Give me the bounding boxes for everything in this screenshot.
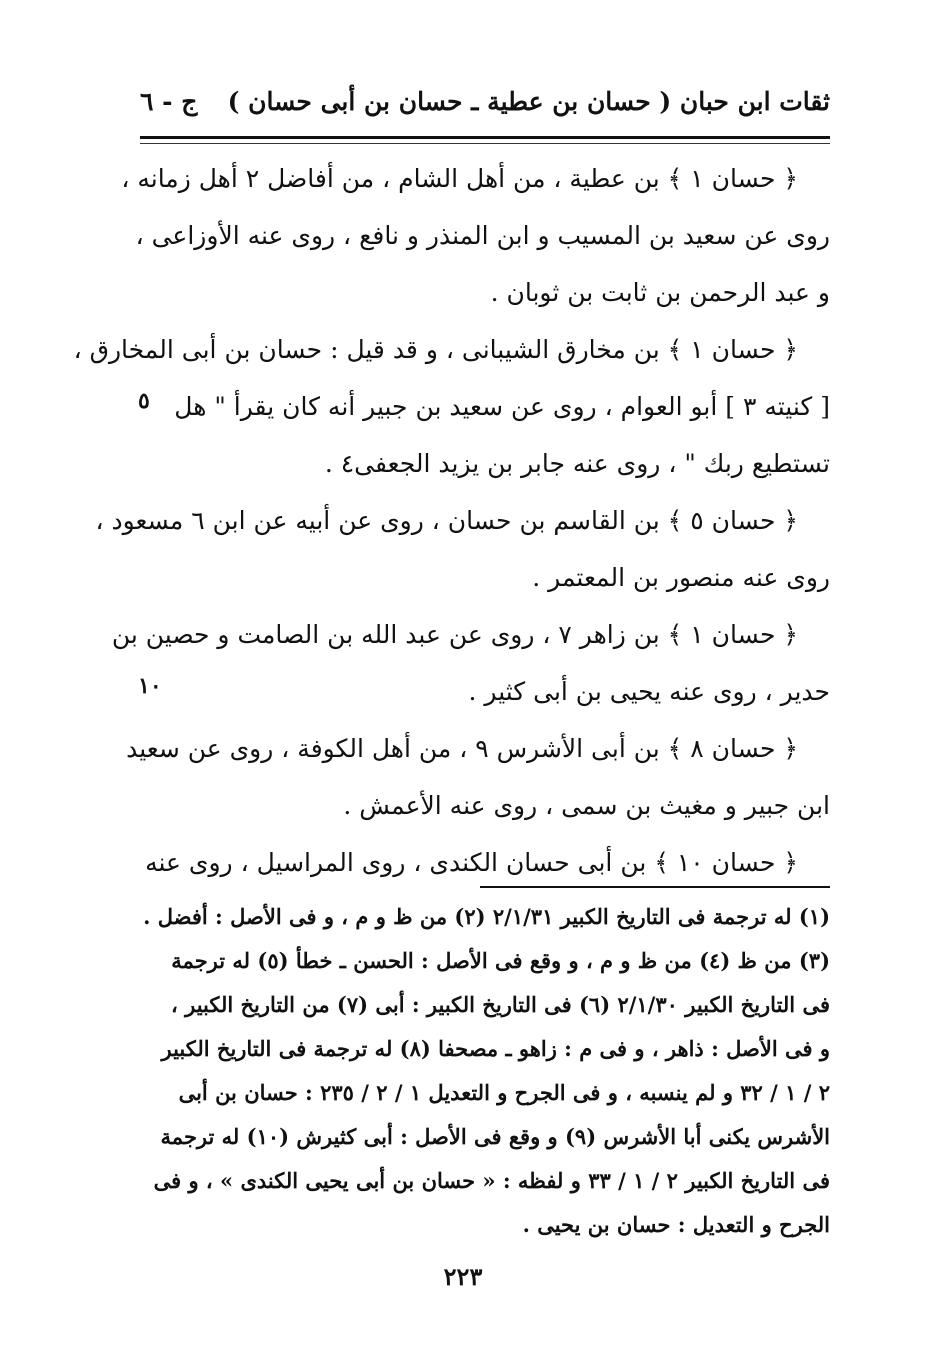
text-line: ﴿ حسان ١٠ ﴾ بن أبى حسان الكندى ، روى المراسيل ، روى عنه <box>145 848 798 877</box>
footnote-line: فى التاريخ الكبير ٢/١/٣٠ (٦) فى التاريخ الكبير : أبى (٧) من التاريخ الكبير ، <box>171 992 830 1017</box>
footnote-line: فى التاريخ الكبير ٢ / ١ / ٣٣ و لفظه : « حسان بن أبى يحيى الكندى » ، و فى <box>153 1168 830 1193</box>
header-title: ثقات ابن حبان ( حسان بن عطية ـ حسان بن أبى حسان ) <box>227 86 830 116</box>
text-line: تستطيع ربك " ، روى عنه جابر بن يزيد الجعفى٤ . <box>324 449 830 478</box>
text-line: ابن جبير و مغيث بن سمى ، روى عنه الأعمش . <box>343 791 830 820</box>
text-line: ﴿ حسان ٨ ﴾ بن أبى الأشرس ٩ ، من أهل الكوفة ، روى عن سعيد <box>126 734 798 763</box>
footnotes <box>143 895 830 1247</box>
text-line: ﴿ حسان ١ ﴾ بن مخارق الشيبانى ، و قد قيل : حسان بن أبى المخارق ، <box>73 335 798 364</box>
header-rule <box>140 136 830 139</box>
margin-line-number: ٥ <box>138 388 150 414</box>
footnote-separator <box>480 886 830 888</box>
footnote-line: ٢ / ١ / ٣٢ و لم ينسبه ، و فى الجرح و التعديل ١ / ٢ / ٢٣٥ : حسان بن أبى <box>178 1080 830 1105</box>
footnote-line: الأشرس يكنى أبا الأشرس (٩) و وقع فى الأصل : أبى كثيرش (١٠) له ترجمة <box>160 1124 830 1149</box>
footnote-line: (٣) من ظ (٤) من ظ و م ، و وقع فى الأصل : الحسن ـ خطأ (٥) له ترجمة <box>171 948 830 973</box>
page-number: ٢٢٣ <box>443 1262 483 1291</box>
text-line: و عبد الرحمن بن ثابت بن ثوبان . <box>490 278 830 307</box>
text-line: ﴿ حسان ١ ﴾ بن عطية ، من أهل الشام ، من أفاضل ٢ أهل زمانه ، <box>121 164 798 193</box>
text-line: روى عنه منصور بن المعتمر . <box>532 563 830 592</box>
header-rule-thin <box>140 143 830 144</box>
running-header <box>140 76 830 126</box>
footnote-line: و فى الأصل : ذاهر ، و فى م : زاهو ـ مصحفا (٨) له ترجمة فى التاريخ الكبير <box>161 1036 830 1061</box>
text-line: روى عن سعيد بن المسيب و ابن المنذر و نافع ، روى عنه الأوزاعى ، <box>135 221 830 250</box>
text-line: [ كنيته ٣ ] أبو العوام ، روى عن سعيد بن جبير أنه كان يقرأ " هل <box>174 392 830 421</box>
text-line: حدير ، روى عنه يحيى بن أبى كثير . <box>468 677 830 706</box>
margin-line-number: ١٠ <box>138 673 162 699</box>
text-line: ﴿ حسان ٥ ﴾ بن القاسم بن حسان ، روى عن أبيه عن ابن ٦ مسعود ، <box>95 506 798 535</box>
text-line: ﴿ حسان ١ ﴾ بن زاهر ٧ ، روى عن عبد الله بن الصامت و حصين بن <box>111 620 798 649</box>
footnote-line: الجرح و التعديل : حسان بن يحيى . <box>522 1212 830 1237</box>
footnote-line: (١) له ترجمة فى التاريخ الكبير ٢/١/٣١ (٢) من ظ و م ، و فى الأصل : أفضل . <box>143 904 830 929</box>
main-text <box>73 150 830 891</box>
header-volume: ج - ٦ <box>140 86 198 116</box>
